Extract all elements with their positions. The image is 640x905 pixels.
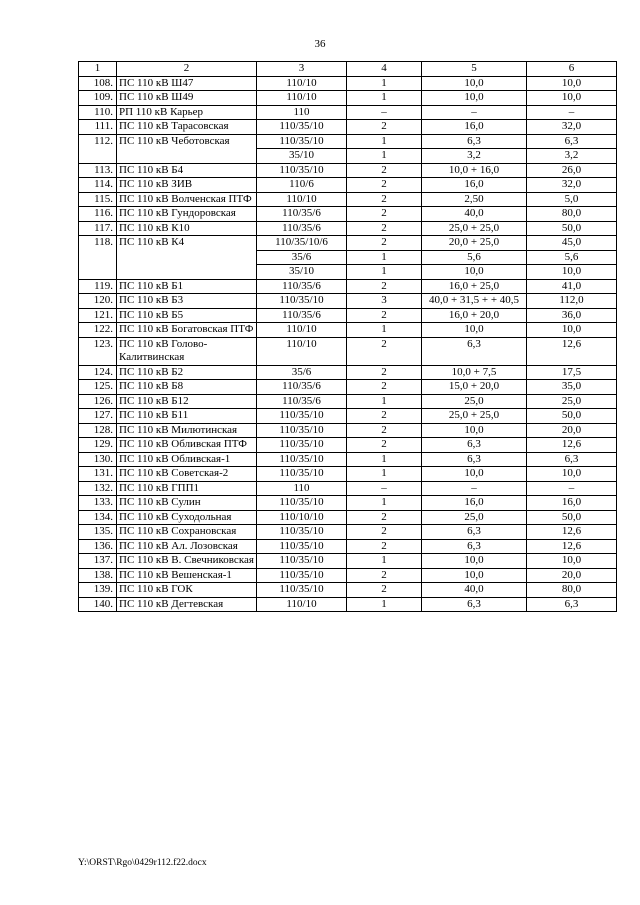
transformer-power-cell: 10,0: [422, 423, 527, 438]
total-power-cell: –: [527, 105, 617, 120]
voltage-cell: 110/35/6: [257, 394, 347, 409]
total-power-cell: 50,0: [527, 510, 617, 525]
voltage-cell: 110/10: [257, 76, 347, 91]
substation-name-cell: ПС 110 кВ Обливская-1: [117, 452, 257, 467]
transformer-count-cell: 2: [347, 423, 422, 438]
total-power-cell: 80,0: [527, 207, 617, 222]
table-row: [79, 467, 617, 482]
voltage-cell: 110/10/10: [257, 510, 347, 525]
voltage-cell: 110/35/10: [257, 423, 347, 438]
voltage-cell: 35/10: [257, 149, 347, 164]
transformer-count-cell: 1: [347, 76, 422, 91]
row-number-cell: 116.: [79, 207, 117, 222]
transformer-power-cell: 16,0: [422, 496, 527, 511]
transformer-count-cell: 1: [347, 265, 422, 280]
transformer-count-cell: 2: [347, 409, 422, 424]
voltage-cell: 110/35/10: [257, 409, 347, 424]
substation-name-cell: ПС 110 кВ Милютинская: [117, 423, 257, 438]
substation-name-cell: ПС 110 кВ Ш49: [117, 91, 257, 106]
transformer-count-cell: 1: [347, 91, 422, 106]
voltage-cell: 110/35/10: [257, 452, 347, 467]
transformer-count-cell: 3: [347, 294, 422, 309]
voltage-cell: 110/35/10: [257, 120, 347, 135]
row-number-cell: 117.: [79, 221, 117, 236]
transformer-count-cell: 2: [347, 192, 422, 207]
row-number-cell: 114.: [79, 178, 117, 193]
total-power-cell: –: [527, 481, 617, 496]
row-number-cell: 120.: [79, 294, 117, 309]
table-row: [79, 554, 617, 569]
substation-name-cell: ПС 110 кВ Б5: [117, 308, 257, 323]
voltage-cell: 110/10: [257, 91, 347, 106]
transformer-power-cell: 16,0: [422, 178, 527, 193]
voltage-cell: 35/6: [257, 250, 347, 265]
total-power-cell: 50,0: [527, 221, 617, 236]
substation-table: [78, 61, 617, 612]
transformer-power-cell: 6,3: [422, 337, 527, 365]
table-row: [79, 207, 617, 222]
transformer-count-cell: 2: [347, 221, 422, 236]
table-row: [79, 91, 617, 106]
row-number-cell: 109.: [79, 91, 117, 106]
page-number: 36: [314, 38, 326, 50]
substation-name-cell: ПС 110 кВ Тарасовская: [117, 120, 257, 135]
voltage-cell: 110/35/10: [257, 583, 347, 598]
substation-name-cell: ПС 110 кВ Волченская ПТФ: [117, 192, 257, 207]
row-number-cell: 124.: [79, 365, 117, 380]
transformer-power-cell: –: [422, 105, 527, 120]
table-row: [79, 76, 617, 91]
transformer-count-cell: 2: [347, 365, 422, 380]
transformer-power-cell: 40,0: [422, 207, 527, 222]
table-row: [79, 105, 617, 120]
transformer-power-cell: 16,0 + 20,0: [422, 308, 527, 323]
voltage-cell: 110/35/10: [257, 525, 347, 540]
row-number-cell: 132.: [79, 481, 117, 496]
substation-name-cell: ПС 110 кВ Вешенская-1: [117, 568, 257, 583]
voltage-cell: 110/35/6: [257, 279, 347, 294]
transformer-power-cell: 6,3: [422, 525, 527, 540]
transformer-count-cell: 2: [347, 380, 422, 395]
voltage-cell: 110/10: [257, 337, 347, 365]
table-row: [79, 323, 617, 338]
total-power-cell: 6,3: [527, 597, 617, 612]
transformer-power-cell: 6,3: [422, 539, 527, 554]
voltage-cell: 110/35/6: [257, 380, 347, 395]
transformer-power-cell: 10,0: [422, 91, 527, 106]
transformer-power-cell: 10,0: [422, 323, 527, 338]
transformer-count-cell: –: [347, 105, 422, 120]
transformer-power-cell: –: [422, 481, 527, 496]
transformer-power-cell: 3,2: [422, 149, 527, 164]
substation-name-cell: ПС 110 кВ ГПП1: [117, 481, 257, 496]
total-power-cell: 5,0: [527, 192, 617, 207]
total-power-cell: 10,0: [527, 467, 617, 482]
header-col-6: 6: [527, 62, 617, 77]
transformer-power-cell: 2,50: [422, 192, 527, 207]
table-row: [79, 337, 617, 365]
transformer-power-cell: 6,3: [422, 452, 527, 467]
total-power-cell: 20,0: [527, 423, 617, 438]
row-number-cell: 135.: [79, 525, 117, 540]
total-power-cell: 25,0: [527, 394, 617, 409]
transformer-count-cell: 2: [347, 207, 422, 222]
transformer-count-cell: 2: [347, 337, 422, 365]
table-row: [79, 452, 617, 467]
table-row: [79, 120, 617, 135]
total-power-cell: 45,0: [527, 236, 617, 251]
transformer-power-cell: 20,0 + 25,0: [422, 236, 527, 251]
row-number-cell: 125.: [79, 380, 117, 395]
total-power-cell: 3,2: [527, 149, 617, 164]
voltage-cell: 110/35/10: [257, 539, 347, 554]
table-row: [79, 510, 617, 525]
total-power-cell: 12,6: [527, 539, 617, 554]
substation-name-cell: ПС 110 кВ Сулин: [117, 496, 257, 511]
substation-name-cell: РП 110 кВ Карьер: [117, 105, 257, 120]
transformer-count-cell: 2: [347, 568, 422, 583]
substation-name-cell: ПС 110 кВ ЗИВ: [117, 178, 257, 193]
row-number-cell: 121.: [79, 308, 117, 323]
row-number-cell: 126.: [79, 394, 117, 409]
transformer-count-cell: 2: [347, 438, 422, 453]
row-number-cell: 111.: [79, 120, 117, 135]
voltage-cell: 110/35/10: [257, 568, 347, 583]
substation-name-cell: ПС 110 кВ Обливская ПТФ: [117, 438, 257, 453]
voltage-cell: 35/6: [257, 365, 347, 380]
substation-name-cell: ПС 110 кВ Гундоровская: [117, 207, 257, 222]
total-power-cell: 5,6: [527, 250, 617, 265]
voltage-cell: 110/35/10: [257, 134, 347, 149]
voltage-cell: 110: [257, 481, 347, 496]
substation-name-cell: ПС 110 кВ Ш47: [117, 76, 257, 91]
voltage-cell: 35/10: [257, 265, 347, 280]
transformer-count-cell: 2: [347, 583, 422, 598]
table-row: [79, 192, 617, 207]
row-number-cell: 131.: [79, 467, 117, 482]
transformer-count-cell: 2: [347, 308, 422, 323]
transformer-power-cell: 40,0: [422, 583, 527, 598]
row-number-cell: 129.: [79, 438, 117, 453]
substation-name-cell: ПС 110 кВ Б4: [117, 163, 257, 178]
total-power-cell: 32,0: [527, 120, 617, 135]
table-row: [79, 394, 617, 409]
transformer-power-cell: 25,0 + 25,0: [422, 409, 527, 424]
table-row: [79, 279, 617, 294]
voltage-cell: 110/35/6: [257, 207, 347, 222]
table-row: [79, 236, 617, 251]
voltage-cell: 110/35/10: [257, 438, 347, 453]
table-row: [79, 134, 617, 149]
row-number-cell: 130.: [79, 452, 117, 467]
total-power-cell: 10,0: [527, 265, 617, 280]
header-col-3: 3: [257, 62, 347, 77]
voltage-cell: 110/10: [257, 597, 347, 612]
voltage-cell: 110/35/10: [257, 496, 347, 511]
voltage-cell: 110/35/10: [257, 467, 347, 482]
substation-name-cell: ПС 110 кВ К4: [117, 236, 257, 280]
voltage-cell: 110/35/10: [257, 163, 347, 178]
total-power-cell: 6,3: [527, 452, 617, 467]
transformer-power-cell: 10,0: [422, 554, 527, 569]
table-header-row: [79, 62, 617, 77]
transformer-count-cell: 2: [347, 236, 422, 251]
transformer-count-cell: –: [347, 481, 422, 496]
row-number-cell: 127.: [79, 409, 117, 424]
transformer-power-cell: 6,3: [422, 438, 527, 453]
transformer-power-cell: 5,6: [422, 250, 527, 265]
transformer-power-cell: 16,0 + 25,0: [422, 279, 527, 294]
row-number-cell: 137.: [79, 554, 117, 569]
transformer-power-cell: 25,0: [422, 510, 527, 525]
table-row: [79, 438, 617, 453]
row-number-cell: 119.: [79, 279, 117, 294]
transformer-power-cell: 25,0 + 25,0: [422, 221, 527, 236]
row-number-cell: 128.: [79, 423, 117, 438]
voltage-cell: 110/6: [257, 178, 347, 193]
substation-name-cell: ПС 110 кВ Суходольная: [117, 510, 257, 525]
substation-name-cell: ПС 110 кВ В. Свечниковская: [117, 554, 257, 569]
transformer-count-cell: 1: [347, 250, 422, 265]
row-number-cell: 108.: [79, 76, 117, 91]
row-number-cell: 123.: [79, 337, 117, 365]
table-row: [79, 178, 617, 193]
row-number-cell: 122.: [79, 323, 117, 338]
transformer-count-cell: 2: [347, 539, 422, 554]
voltage-cell: 110/35/6: [257, 308, 347, 323]
total-power-cell: 36,0: [527, 308, 617, 323]
row-number-cell: 110.: [79, 105, 117, 120]
voltage-cell: 110/35/6: [257, 221, 347, 236]
table-row: [79, 365, 617, 380]
total-power-cell: 35,0: [527, 380, 617, 395]
table-row: [79, 409, 617, 424]
substation-name-cell: ПС 110 кВ К10: [117, 221, 257, 236]
transformer-power-cell: 16,0: [422, 120, 527, 135]
table-row: [79, 163, 617, 178]
transformer-power-cell: 25,0: [422, 394, 527, 409]
transformer-power-cell: 10,0: [422, 76, 527, 91]
transformer-count-cell: 1: [347, 496, 422, 511]
transformer-count-cell: 2: [347, 525, 422, 540]
table-row: [79, 583, 617, 598]
total-power-cell: 20,0: [527, 568, 617, 583]
substation-name-cell: ПС 110 кВ Сохрановская: [117, 525, 257, 540]
transformer-count-cell: 1: [347, 467, 422, 482]
substation-name-cell: ПС 110 кВ Чеботовская: [117, 134, 257, 163]
table-row: [79, 496, 617, 511]
row-number-cell: 112.: [79, 134, 117, 163]
transformer-power-cell: 10,0 + 16,0: [422, 163, 527, 178]
header-col-5: 5: [422, 62, 527, 77]
table-row: [79, 597, 617, 612]
transformer-count-cell: 1: [347, 597, 422, 612]
total-power-cell: 112,0: [527, 294, 617, 309]
row-number-cell: 134.: [79, 510, 117, 525]
table-row: [79, 380, 617, 395]
total-power-cell: 16,0: [527, 496, 617, 511]
table-body: [79, 76, 617, 612]
table-row: [79, 539, 617, 554]
substation-name-cell: ПС 110 кВ Советская-2: [117, 467, 257, 482]
transformer-power-cell: 6,3: [422, 597, 527, 612]
header-col-4: 4: [347, 62, 422, 77]
row-number-cell: 133.: [79, 496, 117, 511]
total-power-cell: 17,5: [527, 365, 617, 380]
total-power-cell: 12,6: [527, 337, 617, 365]
total-power-cell: 10,0: [527, 91, 617, 106]
transformer-power-cell: 10,0: [422, 467, 527, 482]
table-row: [79, 294, 617, 309]
table-row: [79, 221, 617, 236]
header-col-1: 1: [79, 62, 117, 77]
substation-name-cell: ПС 110 кВ Б12: [117, 394, 257, 409]
voltage-cell: 110/35/10/6: [257, 236, 347, 251]
total-power-cell: 12,6: [527, 525, 617, 540]
substation-name-cell: ПС 110 кВ Б2: [117, 365, 257, 380]
voltage-cell: 110/10: [257, 192, 347, 207]
table-row: [79, 568, 617, 583]
substation-name-cell: ПС 110 кВ Б11: [117, 409, 257, 424]
total-power-cell: 12,6: [527, 438, 617, 453]
substation-name-cell: ПС 110 кВ Ал. Лозовская: [117, 539, 257, 554]
table-row: [79, 525, 617, 540]
transformer-count-cell: 1: [347, 323, 422, 338]
total-power-cell: 10,0: [527, 323, 617, 338]
substation-name-cell: ПС 110 кВ ГОК: [117, 583, 257, 598]
total-power-cell: 41,0: [527, 279, 617, 294]
transformer-power-cell: 10,0: [422, 568, 527, 583]
total-power-cell: 10,0: [527, 554, 617, 569]
row-number-cell: 118.: [79, 236, 117, 280]
table-row: [79, 423, 617, 438]
total-power-cell: 80,0: [527, 583, 617, 598]
voltage-cell: 110: [257, 105, 347, 120]
footer-file-path: Y:\ORST\Rgo\0429r112.f22.docx: [78, 858, 207, 868]
substation-name-cell: ПС 110 кВ Богатовская ПТФ: [117, 323, 257, 338]
transformer-count-cell: 2: [347, 510, 422, 525]
voltage-cell: 110/10: [257, 323, 347, 338]
table-row: [79, 481, 617, 496]
transformer-count-cell: 2: [347, 279, 422, 294]
substation-name-cell: ПС 110 кВ Б3: [117, 294, 257, 309]
transformer-count-cell: 2: [347, 163, 422, 178]
row-number-cell: 136.: [79, 539, 117, 554]
transformer-power-cell: 40,0 + 31,5 + + 40,5: [422, 294, 527, 309]
transformer-count-cell: 1: [347, 149, 422, 164]
substation-name-cell: ПС 110 кВ Голово-Калитвинская: [117, 337, 257, 365]
total-power-cell: 50,0: [527, 409, 617, 424]
transformer-power-cell: 10,0 + 7,5: [422, 365, 527, 380]
voltage-cell: 110/35/10: [257, 294, 347, 309]
total-power-cell: 32,0: [527, 178, 617, 193]
total-power-cell: 10,0: [527, 76, 617, 91]
transformer-count-cell: 1: [347, 452, 422, 467]
row-number-cell: 138.: [79, 568, 117, 583]
substation-name-cell: ПС 110 кВ Б8: [117, 380, 257, 395]
row-number-cell: 139.: [79, 583, 117, 598]
total-power-cell: 6,3: [527, 134, 617, 149]
row-number-cell: 113.: [79, 163, 117, 178]
substation-name-cell: ПС 110 кВ Б1: [117, 279, 257, 294]
transformer-count-cell: 1: [347, 554, 422, 569]
header-col-2: 2: [117, 62, 257, 77]
transformer-count-cell: 2: [347, 178, 422, 193]
transformer-power-cell: 15,0 + 20,0: [422, 380, 527, 395]
total-power-cell: 26,0: [527, 163, 617, 178]
transformer-count-cell: 1: [347, 394, 422, 409]
transformer-power-cell: 6,3: [422, 134, 527, 149]
table-row: [79, 308, 617, 323]
transformer-count-cell: 2: [347, 120, 422, 135]
voltage-cell: 110/35/10: [257, 554, 347, 569]
row-number-cell: 115.: [79, 192, 117, 207]
transformer-count-cell: 1: [347, 134, 422, 149]
row-number-cell: 140.: [79, 597, 117, 612]
transformer-power-cell: 10,0: [422, 265, 527, 280]
substation-name-cell: ПС 110 кВ Дегтевская: [117, 597, 257, 612]
